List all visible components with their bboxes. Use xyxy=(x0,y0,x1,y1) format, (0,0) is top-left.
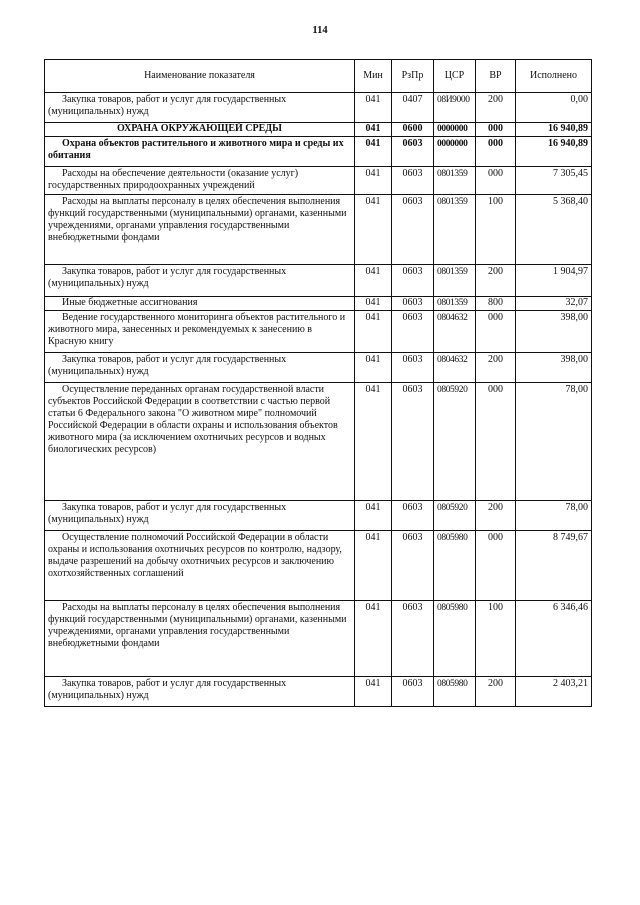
budget-table xyxy=(44,59,592,707)
cell-csr: 0805980 xyxy=(434,601,476,677)
cell-csr: 0801359 xyxy=(434,297,476,311)
cell-vr: 800 xyxy=(476,297,516,311)
cell-amount: 5 368,40 xyxy=(516,195,592,265)
cell-rzpr: 0603 xyxy=(392,195,434,265)
cell-name: Иные бюджетные ассигнования xyxy=(45,297,355,311)
table-row xyxy=(45,167,592,195)
cell-vr: 000 xyxy=(476,311,516,353)
cell-rzpr: 0603 xyxy=(392,297,434,311)
header-name: Наименование показателя xyxy=(45,60,355,93)
cell-name: Закупка товаров, работ и услуг для государственных (муниципальных) нужд xyxy=(45,501,355,531)
cell-min: 041 xyxy=(355,383,392,501)
table-row xyxy=(45,531,592,601)
cell-name: Расходы на выплаты персоналу в целях обеспечения выполнения функций государственными (муниципальными) органами, казенными учреждениями, органами управления государственными внебюджетными фондами xyxy=(45,601,355,677)
cell-csr: 0805980 xyxy=(434,677,476,707)
cell-amount: 78,00 xyxy=(516,501,592,531)
cell-amount: 32,07 xyxy=(516,297,592,311)
cell-rzpr: 0603 xyxy=(392,383,434,501)
table-row xyxy=(45,353,592,383)
cell-amount: 2 403,21 xyxy=(516,677,592,707)
cell-csr: 08И9000 xyxy=(434,93,476,123)
cell-rzpr: 0603 xyxy=(392,601,434,677)
cell-min: 041 xyxy=(355,265,392,297)
cell-name: Осуществление переданных органам государственной власти субъектов Российской Федерации в соответствии с частью первой статьи 6 Федерального закона "О животном мире" полномочий Российской Федерации в области охраны и использования объектов животного мира (за исключением охотничьих ресурсов и водных биологических ресурсов) xyxy=(45,383,355,501)
cell-name: Закупка товаров, работ и услуг для государственных (муниципальных) нужд xyxy=(45,93,355,123)
cell-csr: 0801359 xyxy=(434,167,476,195)
header-amount: Исполнено xyxy=(516,60,592,93)
cell-rzpr: 0600 xyxy=(392,123,434,137)
cell-name: Осуществление полномочий Российской Федерации в области охраны и использования охотничьих ресурсов по контролю, надзору, выдаче разрешений на добычу охотничьих ресурсов и заключению охотхозяйственных соглашений xyxy=(45,531,355,601)
cell-name: Расходы на обеспечение деятельности (оказание услуг) государственных природоохранных учреждений xyxy=(45,167,355,195)
table-row xyxy=(45,195,592,265)
table-row xyxy=(45,677,592,707)
cell-min: 041 xyxy=(355,677,392,707)
cell-min: 041 xyxy=(355,531,392,601)
table-row xyxy=(45,311,592,353)
table-row xyxy=(45,123,592,137)
header-csr: ЦСР xyxy=(434,60,476,93)
cell-vr: 200 xyxy=(476,93,516,123)
cell-rzpr: 0603 xyxy=(392,531,434,601)
cell-csr: 0805920 xyxy=(434,383,476,501)
cell-amount: 6 346,46 xyxy=(516,601,592,677)
cell-name: Закупка товаров, работ и услуг для государственных (муниципальных) нужд xyxy=(45,265,355,297)
cell-csr: 0805920 xyxy=(434,501,476,531)
cell-rzpr: 0603 xyxy=(392,265,434,297)
cell-amount: 398,00 xyxy=(516,311,592,353)
cell-name: ОХРАНА ОКРУЖАЮЩЕЙ СРЕДЫ xyxy=(45,123,355,137)
cell-vr: 100 xyxy=(476,601,516,677)
table-row xyxy=(45,265,592,297)
table-row xyxy=(45,93,592,123)
cell-rzpr: 0603 xyxy=(392,677,434,707)
table-row xyxy=(45,501,592,531)
cell-rzpr: 0603 xyxy=(392,311,434,353)
cell-vr: 200 xyxy=(476,353,516,383)
cell-name: Закупка товаров, работ и услуг для государственных (муниципальных) нужд xyxy=(45,353,355,383)
cell-amount: 398,00 xyxy=(516,353,592,383)
cell-min: 041 xyxy=(355,353,392,383)
cell-min: 041 xyxy=(355,297,392,311)
cell-csr: 0000000 xyxy=(434,123,476,137)
cell-csr: 0804632 xyxy=(434,353,476,383)
cell-name: Расходы на выплаты персоналу в целях обеспечения выполнения функций государственными (муниципальными) органами, казенными учреждениями, органами управления государственными внебюджетными фондами xyxy=(45,195,355,265)
cell-min: 041 xyxy=(355,123,392,137)
cell-amount: 7 305,45 xyxy=(516,167,592,195)
table-row xyxy=(45,383,592,501)
cell-amount: 16 940,89 xyxy=(516,123,592,137)
cell-vr: 100 xyxy=(476,195,516,265)
cell-csr: 0000000 xyxy=(434,137,476,167)
cell-vr: 200 xyxy=(476,677,516,707)
cell-vr: 200 xyxy=(476,265,516,297)
cell-amount: 16 940,89 xyxy=(516,137,592,167)
cell-rzpr: 0603 xyxy=(392,137,434,167)
cell-min: 041 xyxy=(355,93,392,123)
cell-csr: 0805980 xyxy=(434,531,476,601)
cell-vr: 200 xyxy=(476,501,516,531)
cell-amount: 1 904,97 xyxy=(516,265,592,297)
cell-min: 041 xyxy=(355,195,392,265)
table-body xyxy=(45,93,592,707)
cell-min: 041 xyxy=(355,167,392,195)
header-vr: ВР xyxy=(476,60,516,93)
cell-min: 041 xyxy=(355,601,392,677)
table-row xyxy=(45,137,592,167)
cell-rzpr: 0603 xyxy=(392,501,434,531)
cell-amount: 0,00 xyxy=(516,93,592,123)
cell-csr: 0801359 xyxy=(434,195,476,265)
cell-name: Ведение государственного мониторинга объектов растительного и животного мира, занесенных и рекомендуемых к занесению в Красную книгу xyxy=(45,311,355,353)
cell-name: Охрана объектов растительного и животного мира и среды их обитания xyxy=(45,137,355,167)
page-number: 114 xyxy=(312,25,328,36)
cell-csr: 0801359 xyxy=(434,265,476,297)
cell-csr: 0804632 xyxy=(434,311,476,353)
header-min: Мин xyxy=(355,60,392,93)
cell-amount: 78,00 xyxy=(516,383,592,501)
cell-min: 041 xyxy=(355,311,392,353)
cell-min: 041 xyxy=(355,501,392,531)
cell-vr: 000 xyxy=(476,383,516,501)
table-row xyxy=(45,297,592,311)
cell-vr: 000 xyxy=(476,167,516,195)
cell-vr: 000 xyxy=(476,531,516,601)
cell-rzpr: 0407 xyxy=(392,93,434,123)
cell-vr: 000 xyxy=(476,123,516,137)
cell-amount: 8 749,67 xyxy=(516,531,592,601)
cell-rzpr: 0603 xyxy=(392,167,434,195)
cell-vr: 000 xyxy=(476,137,516,167)
header-rzpr: РзПр xyxy=(392,60,434,93)
cell-min: 041 xyxy=(355,137,392,167)
table-header-row xyxy=(45,60,592,93)
cell-name: Закупка товаров, работ и услуг для государственных (муниципальных) нужд xyxy=(45,677,355,707)
table-row xyxy=(45,601,592,677)
cell-rzpr: 0603 xyxy=(392,353,434,383)
